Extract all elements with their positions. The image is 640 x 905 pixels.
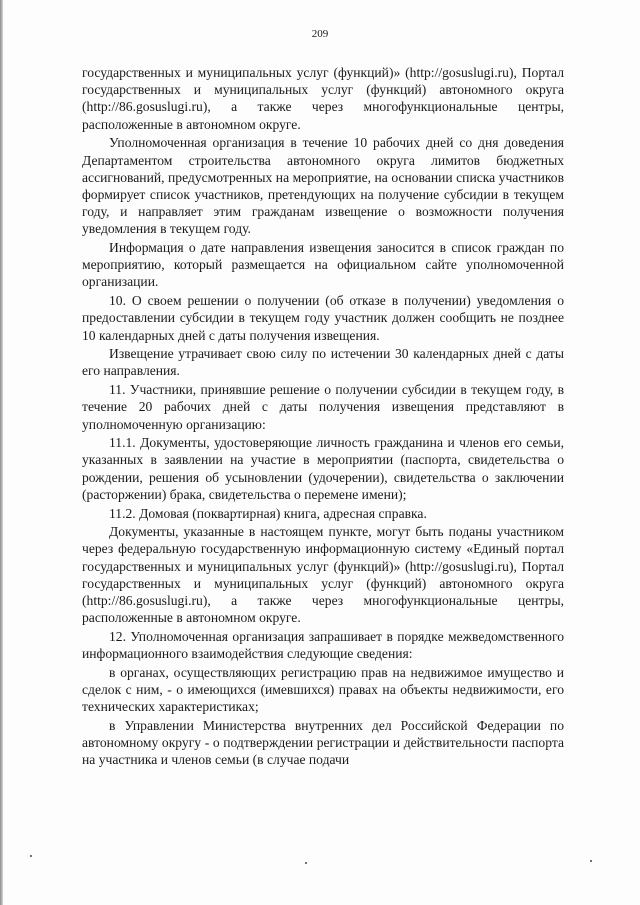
paragraph-2: Уполномоченная организация в течение 10 рабочих дней со дня доведения Департаментом строительства автономного округа лимитов бюджетных ассигнований, предусмотренных на мероприятие, на основании списка участников формирует список участников, претендующих на получение субсидии в текущем году, и направляет этим гражданам извещение о возможности получения уведомления в текущем году. [82, 135, 564, 237]
paragraph-4: 10. О своем решении о получении (об отказе в получении) уведомления о предоставлении субсидии в текущем году участник должен сообщить не позднее 10 календарных дней с даты получения извещения. [82, 293, 564, 343]
paragraph-12: в Управлении Министерства внутренних дел Российской Федерации по автономному округу - о подтверждении регистрации и действительности паспорта на участника и членов семьи (в случае подачи [82, 718, 564, 768]
paragraph-9: Документы, указанные в настоящем пункте, могут быть поданы участником через федеральную государственную информационную систему «Единый портал государственных и муниципальных услуг (функций)» (http://gosuslugi.ru), Портал государственных и муниципальных услуг (функций) автономного округа (http://86.gosuslugi.ru), а также через многофункциональные центры, расположенные в автономном округе. [82, 524, 564, 626]
paragraph-5: Извещение утрачивает свою силу по истечении 30 календарных дней с даты его направления. [82, 346, 564, 379]
scan-edge-shadow [0, 0, 3, 905]
paragraph-8: 11.2. Домовая (поквартирная) книга, адресная справка. [109, 505, 427, 521]
paragraph-7: 11.1. Документы, удостоверяющие личность гражданина и членов его семьи, указанных в заявлении на участие в мероприятии (паспорта, свидетельства о рождении, решения об усыновлении (удочерении), свидетельства о заключении (расторжении) брака, свидетельства о перемене имени); [82, 435, 564, 502]
paragraph-10: 12. Уполномоченная организация запрашивает в порядке межведомственного информационного взаимодействия следующие сведения: [82, 629, 564, 662]
page-number: 209 [311, 28, 329, 40]
paragraph-11: в органах, осуществляющих регистрацию прав на недвижимое имущество и сделок с ним, - о имеющихся (имевшихся) правах на объекты недвижимости, его технических характеристиках; [82, 664, 564, 715]
scan-speck [305, 862, 307, 864]
paragraph-3: Информация о дате направления извещения заносится в список граждан по мероприятию, который размещается на официальном сайте уполномоченной организации. [82, 240, 564, 290]
scan-speck [590, 860, 592, 862]
paragraph-1: государственных и муниципальных услуг (функций)» (http://gosuslugi.ru), Портал государственных и муниципальных услуг (функций) автономного округа (http://86.gosuslugi.ru), а также через многофункциональные центры, расположенные в автономном округе. [82, 65, 564, 132]
document-body [82, 64, 564, 769]
paragraph-6: 11. Участники, принявшие решение о получении субсидии в текущем году, в течение 20 рабочих дней с даты получения извещения представляют в уполномоченную организацию: [82, 382, 564, 432]
scan-speck [30, 855, 32, 857]
